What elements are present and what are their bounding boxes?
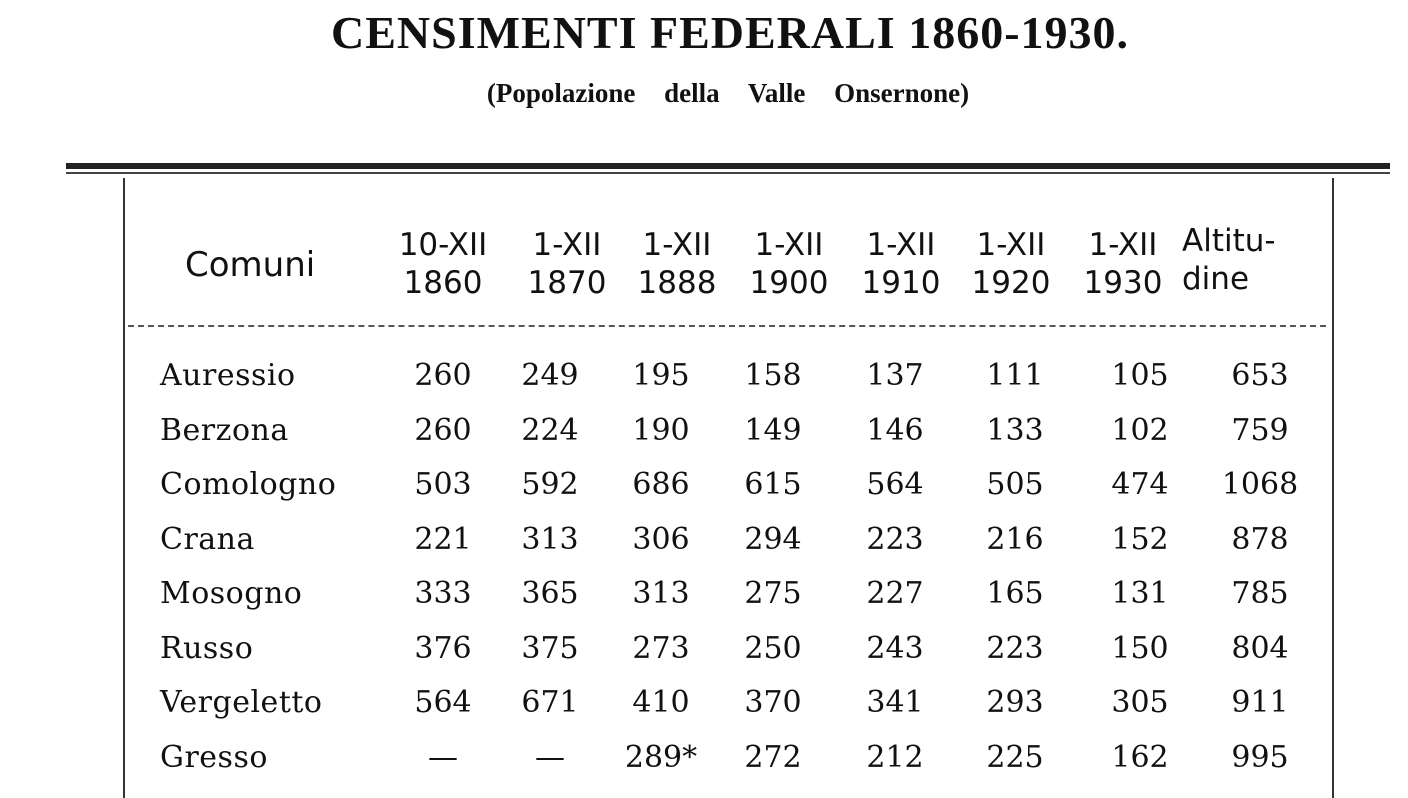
table-cell: 505 — [986, 467, 1044, 502]
header-divider — [128, 325, 1326, 327]
header-label-top: 1-XII — [1088, 227, 1158, 263]
table-cell: 216 — [986, 521, 1044, 557]
table-cell: 272 — [744, 739, 802, 775]
table-cell: 212 — [866, 739, 924, 775]
header-label-top: 1-XII — [532, 227, 602, 263]
table-cell: 995 — [1231, 739, 1289, 775]
comune-name: Crana — [160, 521, 255, 557]
page-subtitle: (Popolazione della Valle Onsernone) — [486, 78, 970, 108]
table-cell: 273 — [632, 630, 690, 666]
header-label-bottom: 1920 — [971, 265, 1051, 301]
table-row — [0, 413, 1408, 467]
table-cell: 225 — [986, 739, 1044, 775]
table-cell: 249 — [521, 358, 579, 393]
table-cell: 131 — [1111, 576, 1169, 611]
table-cell: 313 — [632, 576, 690, 611]
table-cell: 275 — [744, 576, 802, 611]
header-col-1900 — [734, 226, 844, 302]
top-rule — [66, 163, 1390, 169]
top-rule-thin — [66, 172, 1390, 174]
table-cell: 759 — [1231, 412, 1289, 448]
header-label-bottom: 1870 — [527, 265, 607, 301]
table-cell: 294 — [744, 521, 802, 557]
table-cell: 195 — [632, 358, 690, 393]
table-cell: 503 — [414, 467, 472, 502]
header-col-altitudine — [1182, 222, 1312, 298]
table-cell: 686 — [632, 467, 690, 502]
table-cell: 365 — [521, 576, 579, 611]
header-label-bottom: 1888 — [637, 265, 717, 301]
table-row — [0, 631, 1408, 685]
header-comuni: Comuni — [185, 245, 316, 285]
header-label-top: Altitu- — [1182, 223, 1276, 259]
comune-name: Vergeletto — [160, 685, 323, 720]
table-cell: 615 — [744, 467, 802, 502]
table-cell: 165 — [986, 576, 1044, 611]
table-cell: 190 — [632, 412, 690, 448]
table-cell: 671 — [521, 685, 579, 720]
table-cell: 162 — [1111, 739, 1169, 775]
header-col-1910 — [846, 226, 956, 302]
table-cell: 149 — [744, 412, 802, 448]
table-cell: 158 — [744, 358, 802, 393]
table-cell: 243 — [866, 630, 924, 666]
table-cell: 105 — [1111, 358, 1169, 393]
header-label-top: 1-XII — [642, 227, 712, 263]
table-cell: 137 — [866, 358, 924, 393]
table-cell: 102 — [1111, 412, 1169, 448]
table-cell: 370 — [744, 685, 802, 720]
table-cell: 224 — [521, 412, 579, 448]
table-cell: 564 — [414, 685, 472, 720]
comune-name: Gresso — [160, 739, 268, 775]
table-cell: 474 — [1111, 467, 1169, 502]
table-cell: 260 — [414, 358, 472, 393]
table-cell: 293 — [986, 685, 1044, 720]
comune-name: Russo — [160, 630, 254, 666]
table-row — [0, 576, 1408, 630]
header-label-top: 10-XII — [398, 227, 488, 263]
table-cell: 111 — [986, 358, 1044, 393]
table-cell: 592 — [521, 467, 579, 502]
table-cell: — — [535, 739, 565, 775]
table-cell: 150 — [1111, 630, 1169, 666]
table-cell: 376 — [414, 630, 472, 666]
header-label-bottom: dine — [1182, 261, 1250, 297]
table-cell: 221 — [414, 521, 472, 557]
table-cell: 152 — [1111, 521, 1169, 557]
table-cell: 878 — [1231, 521, 1289, 557]
comune-name: Auressio — [160, 358, 296, 393]
header-col-1860 — [388, 226, 498, 302]
header-label-bottom: 1900 — [749, 265, 829, 301]
table-cell: 1068 — [1221, 467, 1299, 502]
table-cell: 306 — [632, 521, 690, 557]
header-label-top: 1-XII — [976, 227, 1046, 263]
header-label-bottom: 1910 — [861, 265, 941, 301]
header-label-top: 1-XII — [866, 227, 936, 263]
table-cell: 564 — [866, 467, 924, 502]
table-cell: 341 — [866, 685, 924, 720]
table-cell: 804 — [1231, 630, 1289, 666]
table-cell: 313 — [521, 521, 579, 557]
table-cell: — — [428, 739, 458, 775]
table-cell: 305 — [1111, 685, 1169, 720]
header-col-1930 — [1068, 226, 1178, 302]
table-cell: 785 — [1231, 576, 1289, 611]
table-row — [0, 685, 1408, 739]
table-cell: 333 — [414, 576, 472, 611]
header-label-bottom: 1860 — [403, 265, 483, 301]
comune-name: Berzona — [160, 412, 289, 448]
header-col-1888 — [622, 226, 732, 302]
header-label-bottom: 1930 — [1083, 265, 1163, 301]
table-cell: 133 — [986, 412, 1044, 448]
table-cell: 375 — [521, 630, 579, 666]
table-cell: 653 — [1231, 358, 1289, 393]
table-row — [0, 467, 1408, 521]
table-cell: 223 — [866, 521, 924, 557]
table-cell: 911 — [1231, 685, 1289, 720]
page-title: CENSIMENTI FEDERALI 1860-1930. — [330, 7, 1130, 58]
comune-name: Comologno — [160, 467, 337, 502]
header-col-1920 — [956, 226, 1066, 302]
table-cell: 289* — [624, 739, 698, 775]
header-col-1870 — [512, 226, 622, 302]
table-cell: 410 — [632, 685, 690, 720]
table-cell: 146 — [866, 412, 924, 448]
header-label-top: 1-XII — [754, 227, 824, 263]
comune-name: Mosogno — [160, 576, 303, 611]
table-cell: 260 — [414, 412, 472, 448]
table-row — [0, 740, 1408, 794]
table-cell: 250 — [744, 630, 802, 666]
table-cell: 223 — [986, 630, 1044, 666]
table-row — [0, 358, 1408, 412]
table-cell: 227 — [866, 576, 924, 611]
table-row — [0, 522, 1408, 576]
